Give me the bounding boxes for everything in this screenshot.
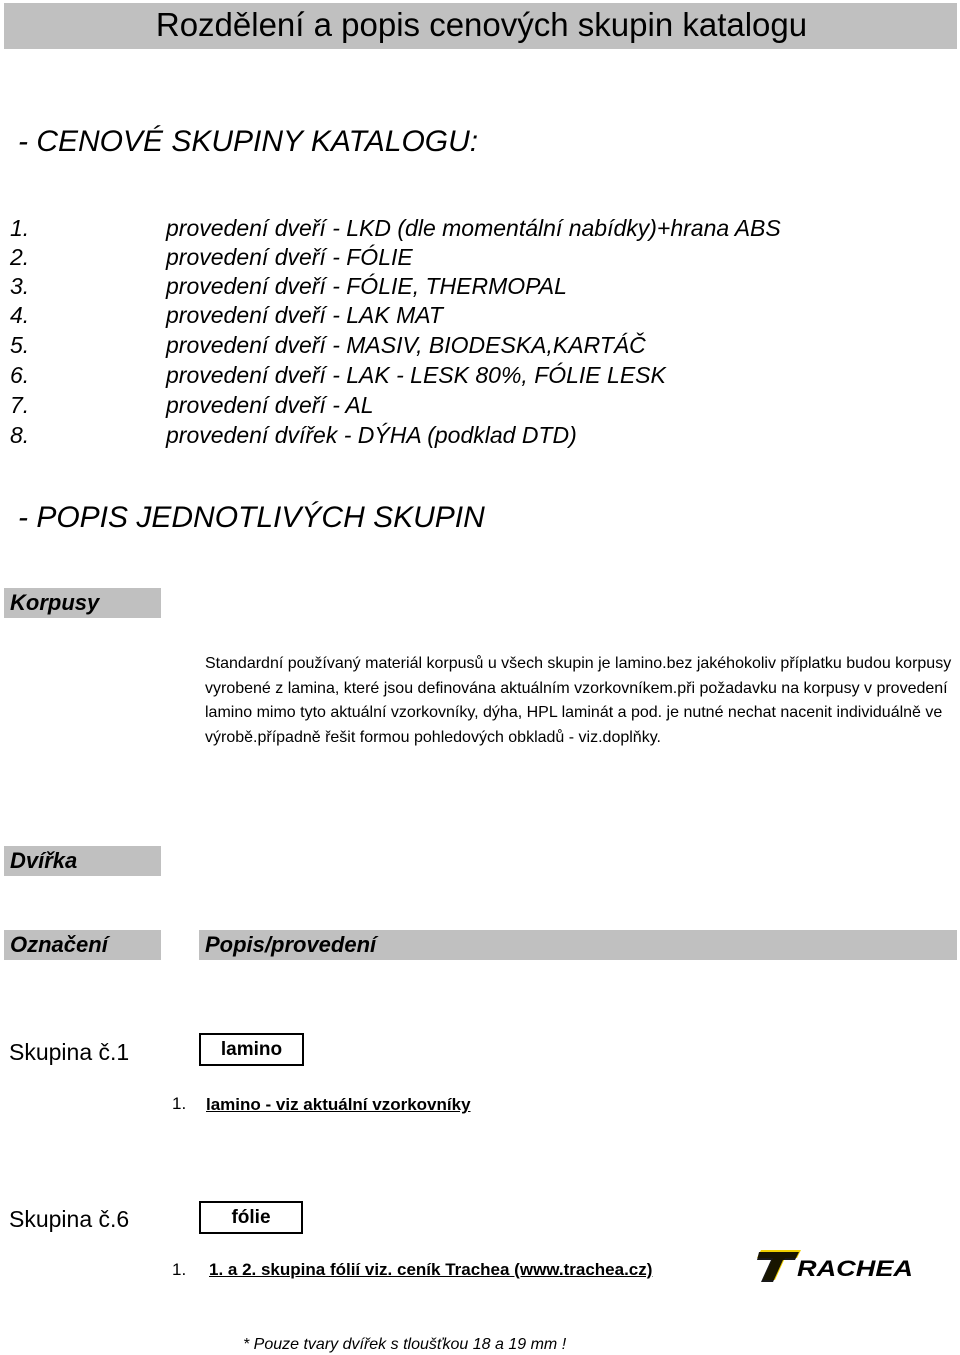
korpusy-label: Korpusy: [4, 588, 161, 618]
price-group-text: provedení dveří - LAK MAT: [166, 302, 443, 328]
page-title: Rozdělení a popis cenových skupin katalogu: [155, 6, 808, 43]
price-group-number: 4.: [10, 302, 30, 328]
svg-text:RACHEA: RACHEA: [797, 1256, 913, 1281]
descriptions-heading: - POPIS JEDNOTLIVÝCH SKUPIN: [18, 501, 485, 534]
price-group-text: provedení dveří - LAK - LESK 80%, FÓLIE LESK: [166, 362, 666, 388]
price-group-number: 1.: [10, 215, 30, 241]
group-item-text: lamino - viz aktuální vzorkovníky: [206, 1095, 471, 1114]
description-column-header: Popis/provedení: [199, 930, 957, 960]
price-group-number: 8.: [10, 422, 30, 448]
price-group-text: provedení dveří - FÓLIE: [166, 244, 413, 270]
group-label: Skupina č.1: [9, 1039, 130, 1065]
price-group-number: 3.: [10, 273, 30, 299]
group-item-number: 1.: [172, 1260, 187, 1279]
price-group-number: 5.: [10, 332, 30, 358]
price-group-text: provedení dveří - AL: [166, 392, 374, 418]
marking-column-header: Označení: [4, 930, 161, 960]
korpusy-description: Standardní používaný materiál korpusů u všech skupin je lamino.bez jakéhokoliv příplatku budou korpusy vyrobené z lamina, které jsou definována aktuálním vzorkovníkem.při požadavku na korpusy v provedení lamino mimo tyto aktuální vzorkovníky, dýha, HPL laminát a pod. je nutné nechat nacenit individuálně ve výrobě.případně řešit formou pohledových obkladů - viz.doplňky.: [205, 655, 952, 746]
price-group-text: provedení dveří - MASIV, BIODESKA,KARTÁČ: [166, 332, 646, 358]
price-group-number: 7.: [10, 392, 30, 418]
price-group-text: provedení dvířek - DÝHA (podklad DTD): [166, 422, 577, 448]
group-item-number: 1.: [172, 1094, 187, 1113]
group-label: Skupina č.6: [9, 1206, 130, 1232]
price-group-number: 6.: [10, 362, 30, 388]
group-badge: lamino: [199, 1033, 304, 1066]
footer-note: * Pouze tvary dvířek s tloušťkou 18 a 19 mm !: [243, 1336, 567, 1353]
group-badge: fólie: [199, 1201, 303, 1234]
dvirka-label: Dvířka: [4, 846, 161, 876]
price-group-number: 2.: [10, 244, 30, 270]
price-groups-heading: - CENOVÉ SKUPINY KATALOGU:: [18, 125, 479, 158]
group-item-text: 1. a 2. skupina fólií viz. ceník Trachea (www.trachea.cz): [209, 1260, 653, 1279]
price-group-text: provedení dveří - FÓLIE, THERMOPAL: [166, 273, 567, 299]
price-group-text: provedení dveří - LKD (dle momentální nabídky)+hrana ABS: [166, 215, 781, 241]
trachea-logo: [757, 1248, 915, 1282]
